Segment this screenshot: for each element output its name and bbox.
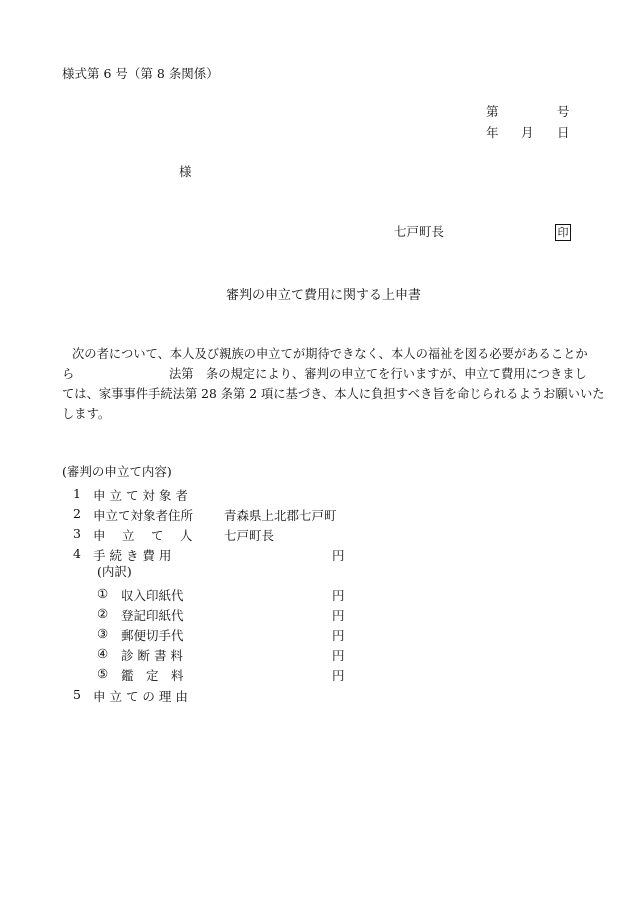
- breakdown-unit: 円: [332, 648, 345, 663]
- breakdown-label-text: 鑑 定 料: [121, 668, 184, 683]
- seal-mark: 印: [555, 224, 571, 241]
- item-number: 5: [73, 687, 81, 702]
- item-row-4: [0, 546, 630, 563]
- breakdown-row-2: [0, 606, 630, 623]
- body-line-1: 次の者について、本人及び親族の申立てが期待できなく、本人の福祉を図る必要があることか: [72, 347, 588, 361]
- section-header: (審判の申立て内容): [62, 464, 172, 479]
- doc-number-go: 号: [557, 104, 570, 119]
- body-line-4: します。: [62, 407, 111, 421]
- issuer-title: 七戸町長: [394, 224, 445, 239]
- breakdown-label: (内訳): [97, 564, 132, 579]
- item-label: 申立て対象者住所: [93, 508, 194, 523]
- breakdown-row-5: [0, 666, 630, 683]
- date-day: 日: [557, 125, 570, 140]
- item-row-3: [0, 526, 630, 543]
- breakdown-unit: 円: [332, 588, 345, 603]
- addressee-suffix: 様: [179, 164, 192, 179]
- breakdown-label-text: 診 断 書 料: [121, 648, 183, 663]
- breakdown-row-1: [0, 586, 630, 603]
- breakdown-unit: 円: [332, 608, 345, 623]
- breakdown-mark: ⑤: [97, 666, 109, 681]
- body-line-2-mid: 法第 条の規定により、審判の申立てを行いますが、申立て費用につきまし: [169, 367, 587, 381]
- item-row-1: [0, 486, 630, 503]
- breakdown-mark: ④: [97, 646, 109, 661]
- doc-title: 審判の申立て費用に関する上申書: [226, 288, 422, 303]
- breakdown-label-text: 収入印紙代: [121, 588, 184, 603]
- item-number: 3: [73, 526, 81, 541]
- form-number: 様式第 6 号（第 8 条関係）: [62, 66, 219, 81]
- item-number: 4: [73, 546, 81, 561]
- item-unit: 円: [332, 548, 345, 563]
- breakdown-row-3: [0, 626, 630, 643]
- date-month: 月: [521, 125, 534, 140]
- date-year: 年: [486, 125, 499, 140]
- breakdown-row-4: [0, 646, 630, 663]
- item-number: 2: [73, 506, 81, 521]
- breakdown-unit: 円: [332, 668, 345, 683]
- item-value: 七戸町長: [224, 528, 275, 543]
- item-label: 申 立 て の 理 由: [93, 689, 188, 704]
- item-row-2: [0, 506, 630, 523]
- item-label: 申 立 て 対 象 者: [93, 488, 188, 503]
- breakdown-mark: ②: [97, 606, 109, 621]
- body-line-2-start: ら: [62, 367, 75, 381]
- breakdown-mark: ③: [97, 626, 109, 641]
- item-value: 青森県上北郡七戸町: [224, 508, 337, 523]
- breakdown-label-text: 登記印紙代: [121, 608, 184, 623]
- breakdown-label-text: 郵便切手代: [121, 628, 184, 643]
- body-line-3: ては、家事事件手続法第 28 条第 2 項に基づき、本人に負担すべき旨を命じられるようお願いいた: [62, 387, 605, 401]
- breakdown-unit: 円: [332, 628, 345, 643]
- doc-number-dai: 第: [486, 104, 499, 119]
- item-number: 1: [73, 486, 81, 501]
- item-row-5: [0, 687, 630, 704]
- item-label: 申 立 て 人: [93, 528, 193, 543]
- item-label: 手 続 き 費 用: [93, 548, 172, 563]
- breakdown-mark: ①: [97, 586, 109, 601]
